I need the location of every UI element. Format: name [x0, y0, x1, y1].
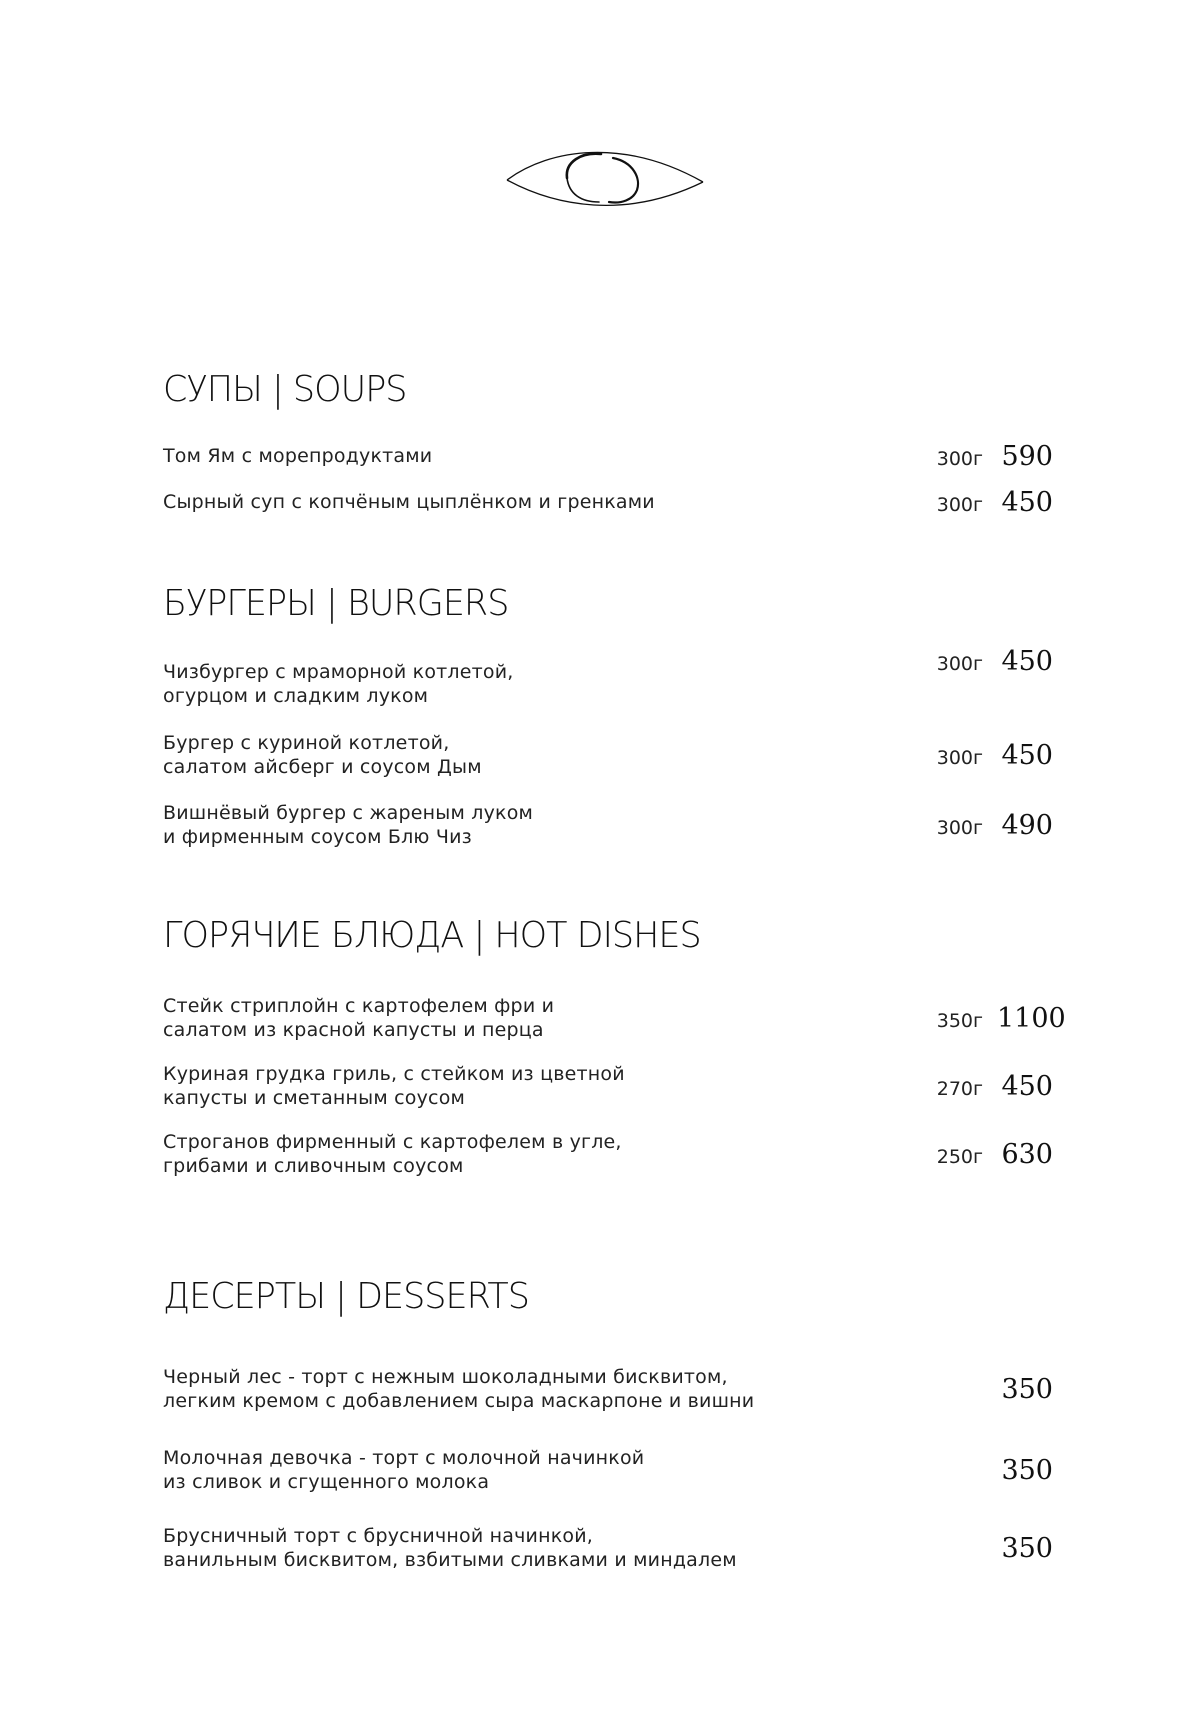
section-burgers [163, 582, 1053, 860]
menu-item [163, 984, 1066, 1052]
section-title: СУПЫ | SOUPS [163, 369, 407, 410]
section-desserts [163, 1275, 1053, 1587]
item-price: 350 [1001, 1454, 1053, 1486]
item-name: Сырный суп с копчёным цыплёнком и гренками [163, 491, 655, 513]
menu-item [163, 648, 1053, 720]
item-name: Черный лес - торт с нежным шоколадными бисквитом, легким кремом с добавлением сыра маскарпоне и вишни [163, 1366, 755, 1412]
item-price: 450 [1001, 646, 1053, 677]
menu-item [163, 1120, 1053, 1188]
item-price: 490 [1001, 809, 1053, 841]
item-name: Бургер с куриной котлетой, салатом айсберг и соусом Дым [163, 732, 482, 778]
item-name: Стейк стриплойн с картофелем фри и салатом из красной капусты и перца [163, 995, 555, 1041]
item-price: 630 [1001, 1138, 1053, 1170]
menu-item [163, 432, 1053, 480]
section-soups [163, 368, 1053, 524]
item-weight: 270г [936, 1077, 983, 1100]
item-price: 450 [1001, 1070, 1053, 1102]
section-hot-dishes [163, 914, 1066, 1188]
menu-item [163, 720, 1053, 790]
menu-item [163, 790, 1053, 860]
section-title: БУРГЕРЫ | BURGERS [163, 583, 509, 624]
item-price: 350 [1001, 1373, 1053, 1405]
item-name: Вишнёвый бургер с жареным луком и фирменным соусом Блю Чиз [163, 802, 534, 848]
item-weight: 300г [936, 493, 983, 516]
section-title: ДЕСЕРТЫ | DESSERTS [163, 1276, 529, 1317]
item-price: 450 [1001, 739, 1053, 771]
eye-icon [505, 140, 705, 230]
section-title: ГОРЯЧИЕ БЛЮДА | HOT DISHES [163, 915, 701, 956]
item-price: 450 [1001, 486, 1053, 518]
item-name: Брусничный торт с брусничной начинкой, ванильным бисквитом, взбитыми сливками и миндалем [163, 1525, 737, 1571]
item-weight: 300г [936, 816, 983, 839]
item-weight: 300г [936, 447, 983, 470]
item-name: Строганов фирменный с картофелем в угле, грибами и сливочным соусом [163, 1131, 622, 1177]
menu-item [163, 480, 1053, 524]
item-weight: 300г [936, 746, 983, 769]
item-weight: 250г [936, 1145, 983, 1168]
item-price: 1100 [997, 1002, 1066, 1034]
menu-item [163, 1052, 1053, 1120]
menu-item [163, 1347, 1053, 1431]
item-price: 590 [1001, 440, 1053, 472]
item-price: 350 [1001, 1532, 1053, 1564]
item-name: Молочная девочка - торт с молочной начинкой из сливок и сгущенного молока [163, 1447, 645, 1493]
item-weight: 350г [936, 1009, 983, 1032]
item-name: Куриная грудка гриль, с стейком из цветной капусты и сметанным соусом [163, 1063, 625, 1109]
menu-item [163, 1431, 1053, 1509]
item-name: Том Ям с морепродуктами [163, 445, 433, 467]
menu-item [163, 1509, 1053, 1587]
item-weight: 300г [936, 653, 983, 675]
item-name: Чизбургер с мраморной котлетой, огурцом и сладким луком [163, 661, 514, 707]
